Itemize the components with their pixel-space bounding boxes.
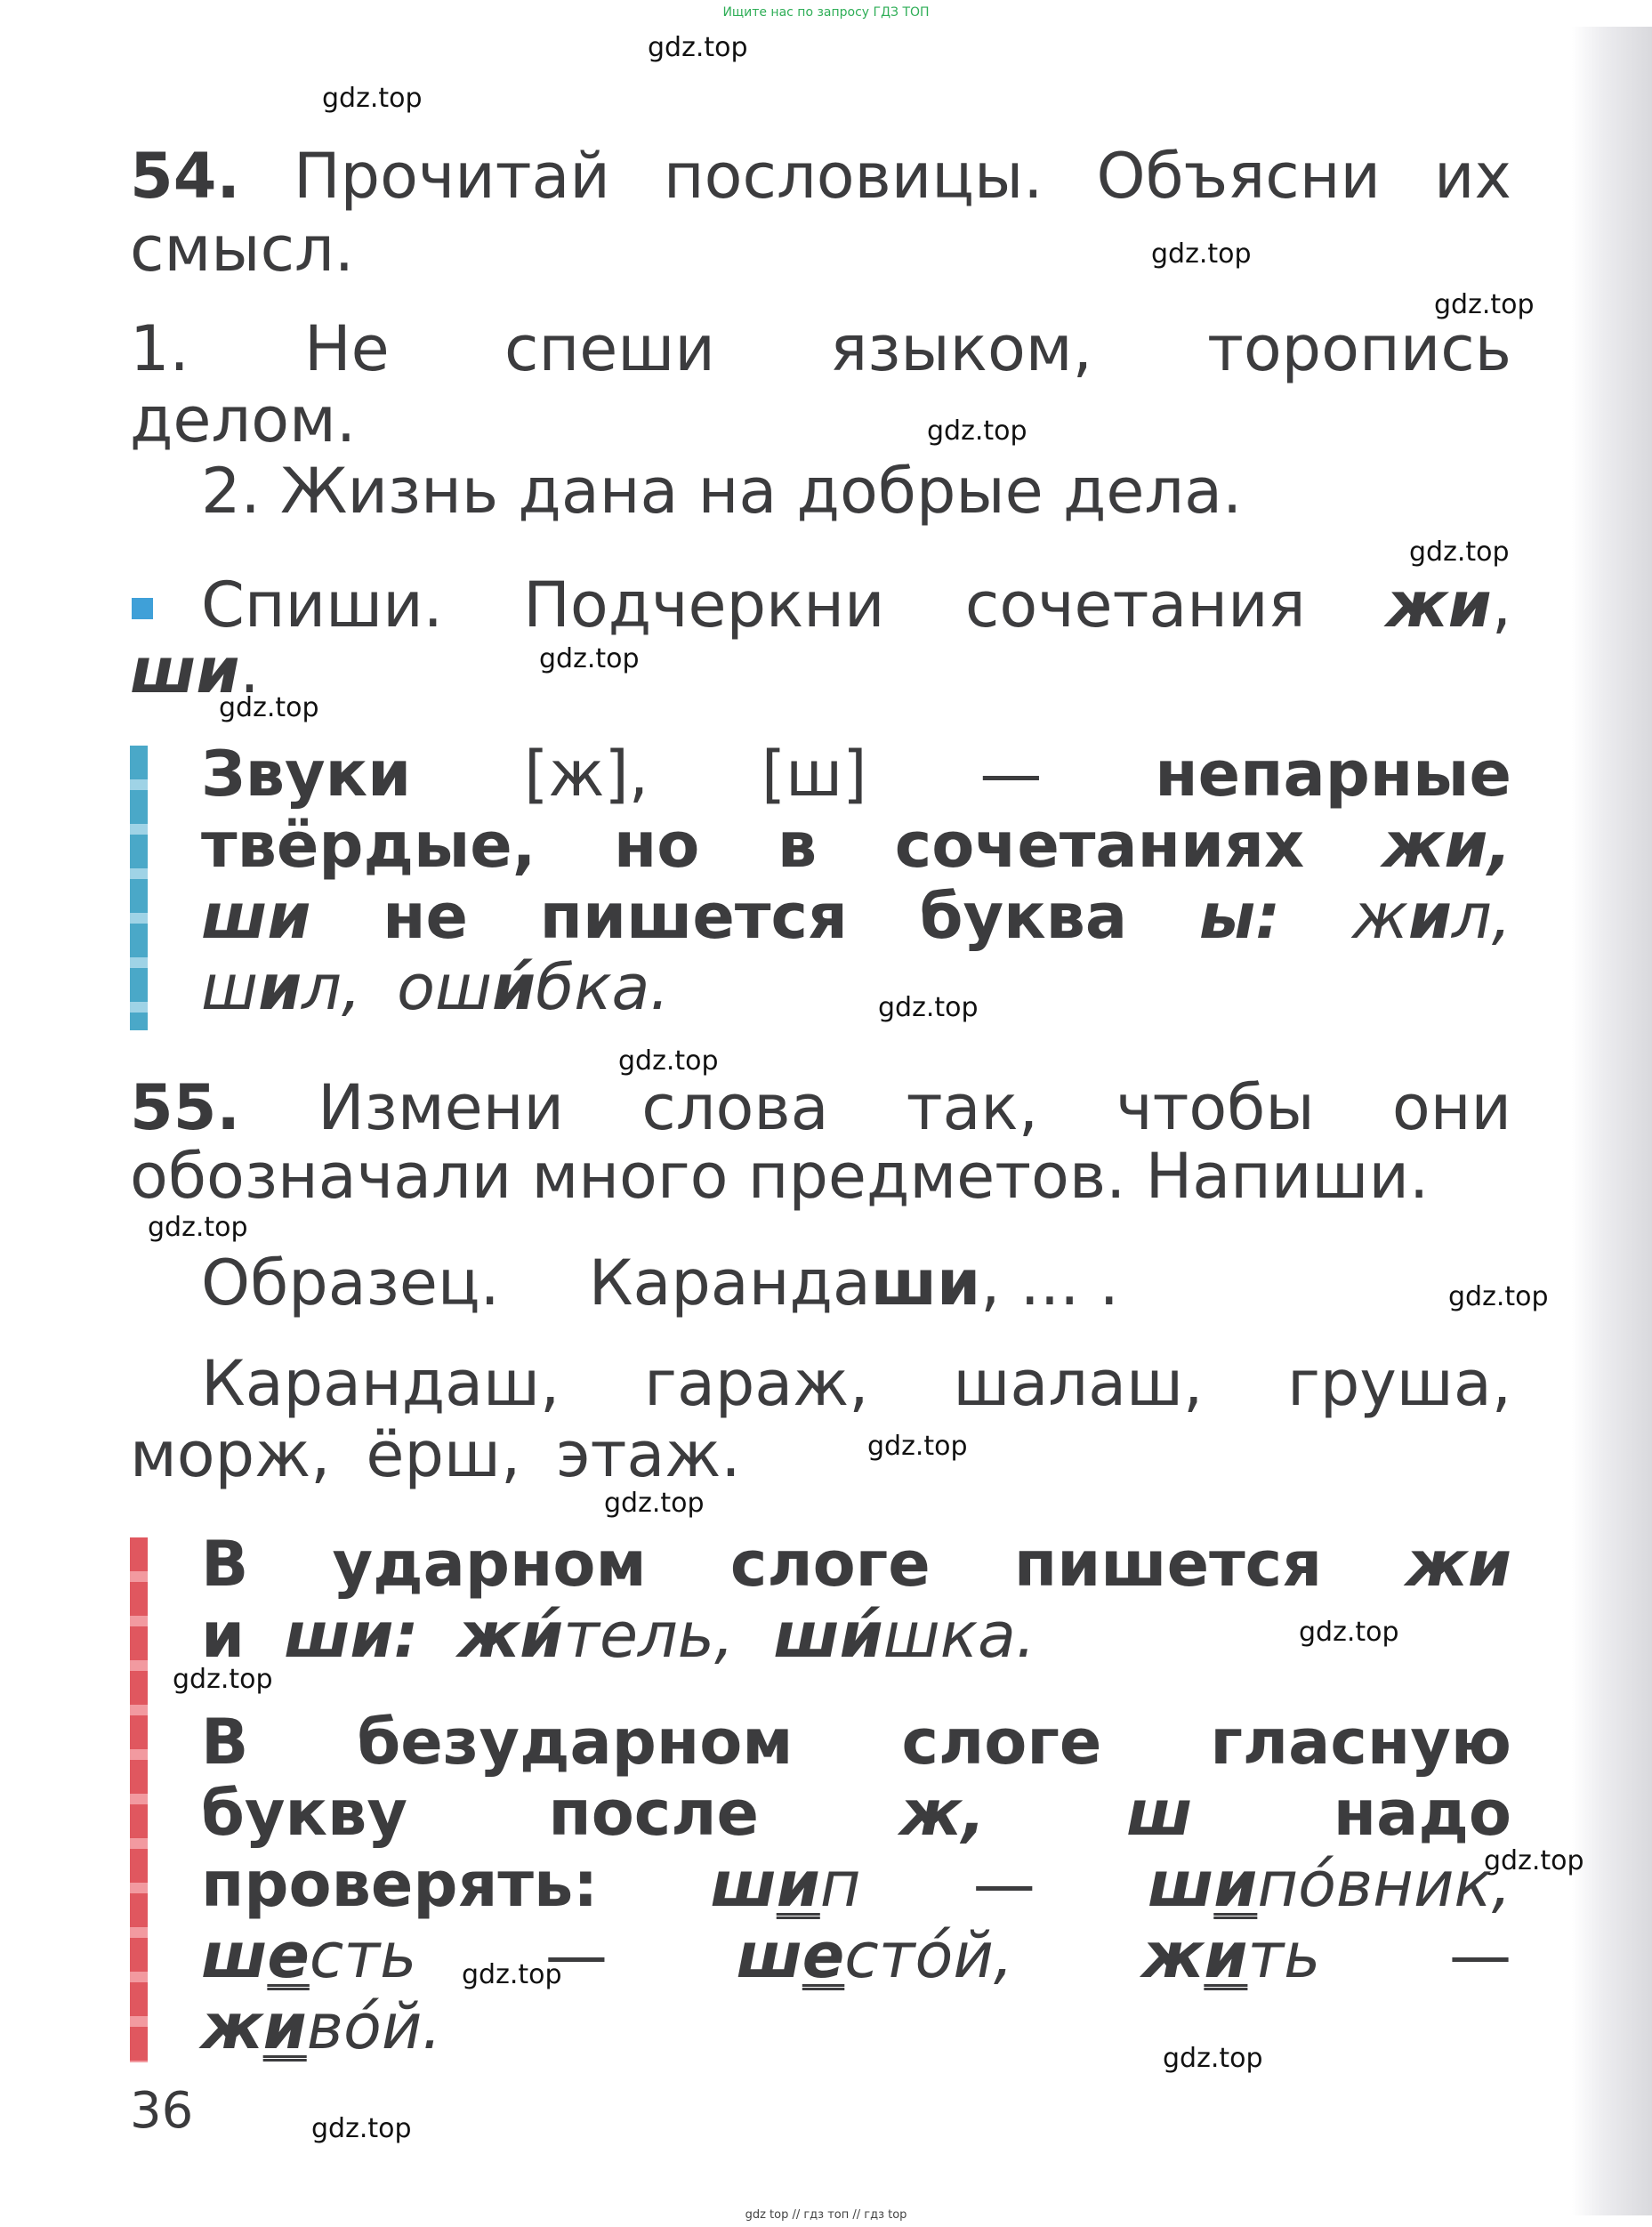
text: Прочитай [294,140,610,213]
text: жи, [1382,809,1511,882]
text: ёрш, [366,1418,521,1491]
text: их [1434,140,1511,213]
text: шалаш, [953,1347,1204,1420]
rule1-line3 [201,881,1511,952]
text: слоге [729,1528,931,1601]
text: гараж, [644,1347,869,1420]
text: буква [919,880,1128,953]
text: и [258,951,302,1024]
task-marker-icon [132,598,153,619]
text: — [544,1919,608,1992]
text: сть [309,1919,417,1992]
text: ж [1141,1919,1205,1992]
page-number: 36 [130,2082,194,2140]
text: [ж], [524,738,649,811]
rule2-line7 [201,1991,1511,2062]
header-note: Ищите нас по запросу ГДЗ ТОП [722,5,930,20]
watermark: gdz.top [1151,238,1252,270]
text: Подчеркни [523,569,885,641]
text: слоге [901,1706,1102,1779]
text: этаж. [556,1418,741,1491]
text: пишется [1013,1528,1323,1601]
text: л, [302,951,362,1024]
rule-bar-blue [130,746,148,1030]
rule2-line2 [201,1600,1511,1671]
text: языком, [830,312,1092,385]
watermark: gdz.top [1409,537,1510,568]
text: — [972,1848,1036,1921]
words-line2 [130,1419,1511,1490]
watermark: gdz.top [173,1664,273,1695]
text: ош [397,951,493,1024]
text: е [802,1919,845,1992]
page-edge-shadow [1572,27,1652,2215]
text: 1. [130,312,189,385]
text: но [613,809,700,882]
text: не [383,880,468,953]
text: гласную [1210,1706,1511,1779]
text: ударном [332,1528,647,1601]
text: ши [130,634,240,707]
text: морж, [130,1418,331,1491]
text: пословицы. [663,140,1044,213]
words-line1 [201,1348,1511,1419]
text: спеши [504,312,715,385]
rule2-line1 [201,1529,1511,1600]
text: груша, [1287,1347,1511,1420]
watermark: gdz.top [148,1212,248,1243]
text: ш [710,1848,777,1921]
watermark: gdz.top [539,643,640,674]
text: Спиши. [201,569,443,641]
text: твёрдые, [201,809,536,882]
watermark: gdz.top [1299,1617,1399,1648]
task-line1 [201,569,1511,641]
text: Объясни [1096,140,1382,213]
text: проверять: [201,1848,599,1921]
text: ж, [899,1777,986,1850]
ex54-line1 [130,141,1511,212]
text: ш [736,1919,802,1992]
text: слова [641,1071,829,1144]
text: ши [201,880,311,953]
watermark: gdz.top [878,992,979,1023]
text: и [201,1599,246,1672]
text: сто́й, [844,1919,1014,1992]
watermark: gdz.top [618,1045,719,1077]
text: и [776,1848,820,1921]
text: , ... . [980,1247,1119,1319]
text: ши [870,1247,981,1319]
ex54-number: 54. [130,140,241,213]
rule2-line5 [201,1849,1511,1920]
text: ш [201,1919,268,1992]
text: тель, [563,1599,735,1672]
text: после [548,1777,760,1850]
text: л, [1451,880,1511,953]
text: — [1448,1919,1511,1992]
text: по́вник, [1257,1848,1511,1921]
watermark: gdz.top [648,32,748,63]
ex54-line2 [130,214,1511,285]
footer-note: gdz top // гдз топ // гдз top [745,2208,907,2222]
watermark: gdz.top [311,2113,412,2144]
watermark: gdz.top [1163,2043,1263,2074]
text: бка. [536,951,670,1024]
watermark: gdz.top [1434,289,1535,320]
text: во́й. [306,1990,442,2063]
text: они [1391,1071,1511,1144]
text: жи [1386,569,1492,641]
ex55-line1 [130,1072,1511,1143]
text: пишется [539,880,848,953]
rule1-line2 [201,810,1511,881]
text: делом. [130,383,357,456]
text: ш [201,951,259,1024]
text: безударном [357,1706,794,1779]
watermark: gdz.top [1484,1845,1584,1876]
text: и [1204,1919,1248,1992]
rule2-line3 [201,1707,1511,1778]
rule1-line1 [201,738,1511,810]
text: е [267,1919,310,1992]
text: Образец. [201,1247,500,1319]
text: и [1407,880,1452,953]
text: [ш] [761,738,867,811]
watermark: gdz.top [867,1431,968,1462]
watermark: gdz.top [322,83,423,114]
ex55-number: 55. [130,1071,241,1144]
text: . [239,634,260,707]
text: непарные [1155,738,1511,811]
proverb-2 [201,456,1583,527]
text: чтобы [1116,1071,1315,1144]
text: ы: [1198,880,1281,953]
text: п [819,1848,861,1921]
text: смысл. [130,213,355,286]
text: , [1491,569,1511,641]
text: надо [1333,1777,1511,1850]
ex55-line2 [130,1141,1511,1212]
text: сочетания [964,569,1306,641]
text: ж [1351,880,1408,953]
rule2-line6 [201,1920,1511,1991]
text: ж [201,1990,263,2063]
text: шка. [882,1599,1036,1672]
text: сочетаниях [894,809,1305,882]
text: и [1213,1848,1258,1921]
watermark: gdz.top [1448,1281,1549,1312]
text: Каранда [588,1247,871,1319]
text: букву [201,1777,407,1850]
text: жи́ [457,1599,564,1672]
text: Не [304,312,390,385]
text: обозначали много предметов. Напиши. [130,1140,1430,1213]
text: В [201,1706,249,1779]
rule-bar-red [130,1537,148,2062]
watermark: gdz.top [219,692,319,723]
text: ш [1147,1848,1214,1921]
watermark: gdz.top [604,1488,705,1519]
text: жи [1406,1528,1511,1601]
text: 2. Жизнь дана на добрые дела. [201,455,1243,528]
proverb-1-cont [130,384,1511,456]
text: так, [906,1071,1038,1144]
sample-line [201,1247,1583,1319]
text: ши: [284,1599,419,1672]
text: Звуки [201,738,412,811]
proverb-1 [130,313,1511,384]
watermark: gdz.top [462,1959,562,1990]
text: и [262,1990,307,2063]
text: Измени [318,1071,564,1144]
rule1-line4 [201,952,1511,1023]
text: В [201,1528,249,1601]
text: торопись [1207,312,1511,385]
watermark: gdz.top [927,416,1027,447]
text: и́ [492,951,536,1024]
text: Карандаш, [201,1347,560,1420]
text: в [777,809,818,882]
text: ть [1247,1919,1321,1992]
text: — [979,738,1043,811]
text: ш [1126,1777,1193,1850]
rule2-line4 [201,1778,1511,1849]
text: ши́ [773,1599,883,1672]
task-line2 [130,635,1511,706]
